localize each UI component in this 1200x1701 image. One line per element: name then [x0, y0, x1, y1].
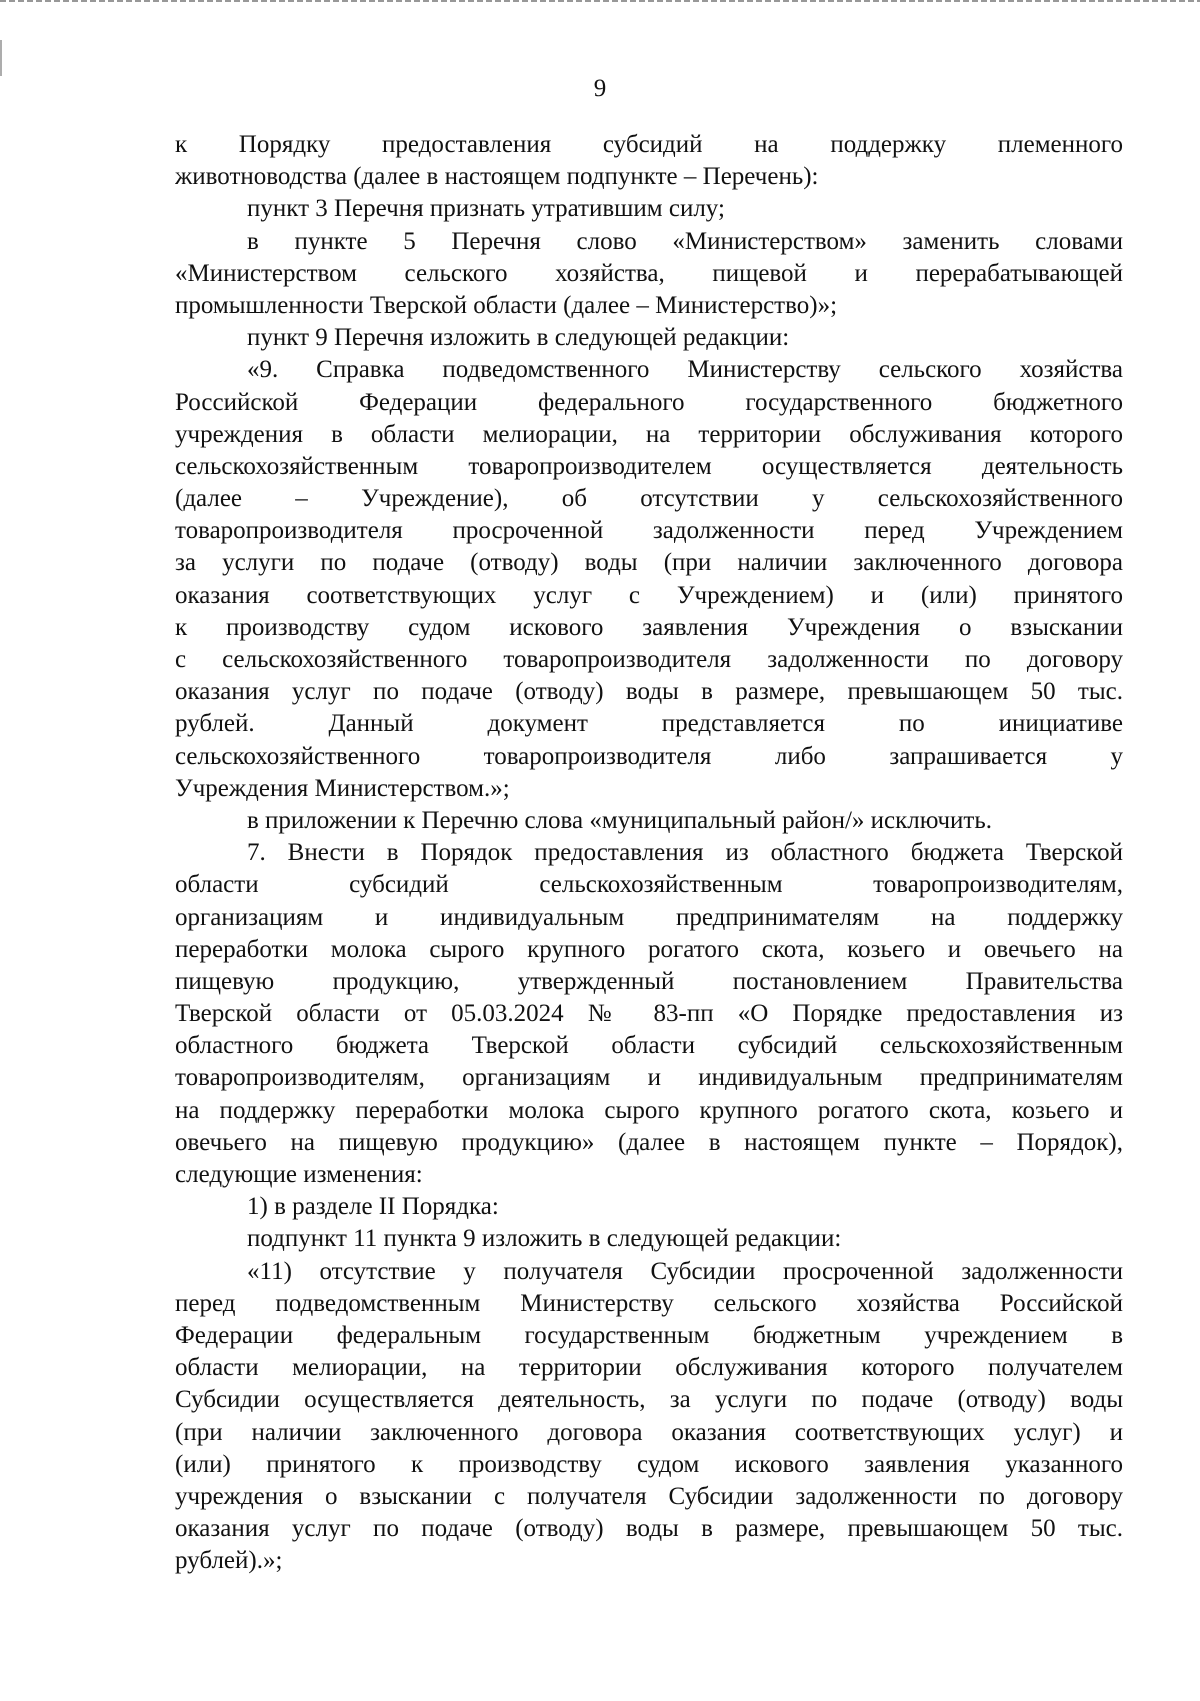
text-line: в пункте 5 Перечня слово «Министерством» заменить словами: [247, 227, 1123, 255]
text-line: оказания соответствующих услуг с Учреждением) и (или) принятого: [175, 581, 1123, 609]
text-line: (или) принятого к производству судом искового заявления указанного: [175, 1450, 1123, 1478]
text-line: учреждения о взыскании с получателя Субсидии задолженности по договору: [175, 1482, 1123, 1510]
text-line: области мелиорации, на территории обслуживания которого получателем: [175, 1354, 1123, 1382]
text-line: «11) отсутствие у получателя Субсидии просроченной задолженности: [247, 1257, 1123, 1285]
text-line: переработки молока сырого крупного рогатого скота, козьего и овечьего на: [175, 935, 1123, 963]
scan-top-border: [0, 0, 1200, 2]
text-line: товаропроизводителям, организациям и индивидуальным предпринимателям: [175, 1064, 1123, 1092]
text-line: рублей. Данный документ представляется по инициативе: [175, 710, 1123, 738]
text-line: Федерации федеральным государственным бюджетным учреждением в: [175, 1321, 1123, 1349]
text-line: овечьего на пищевую продукцию» (далее в настоящем пункте – Порядок),: [175, 1128, 1123, 1156]
text-line: к Порядку предоставления субсидий на поддержку племенного: [175, 131, 1123, 158]
text-line: организациям и индивидуальным предпринимателям на поддержку: [175, 903, 1123, 931]
text-line: сельскохозяйственного товаропроизводителя либо запрашивается у: [175, 742, 1123, 770]
text-line: Учреждения Министерством.»;: [175, 774, 510, 802]
text-line: за услуги по подаче (отводу) воды (при наличии заключенного договора: [175, 549, 1123, 577]
text-line: оказания услуг по подаче (отводу) воды в размере, превышающем 50 тыс.: [175, 678, 1123, 706]
text-line: Тверской области от 05.03.2024 № 83-пп «О Порядке предоставления из: [175, 1000, 1123, 1028]
text-line: области субсидий сельскохозяйственным товаропроизводителям,: [175, 871, 1123, 899]
text-line: следующие изменения:: [175, 1161, 423, 1188]
text-line: (при наличии заключенного договора оказания соответствующих услуг) и: [175, 1418, 1123, 1446]
text-line: перед подведомственным Министерству сельского хозяйства Российской: [175, 1289, 1123, 1317]
text-line: на поддержку переработки молока сырого крупного рогатого скота, козьего и: [175, 1096, 1123, 1124]
text-line: товаропроизводителя просроченной задолженности перед Учреждением: [175, 517, 1123, 545]
text-line: Российской Федерации федерального государственного бюджетного: [175, 388, 1123, 416]
text-line: Субсидии осуществляется деятельность, за услуги по подаче (отводу) воды: [175, 1386, 1123, 1414]
text-line: «9. Справка подведомственного Министерству сельского хозяйства: [247, 356, 1123, 384]
text-line: промышленности Тверской области (далее – Министерство)»;: [175, 291, 838, 319]
page-number: 9: [593, 75, 607, 102]
text-line: животноводства (далее в настоящем подпункте – Перечень):: [175, 163, 819, 191]
text-line: оказания услуг по подаче (отводу) воды в размере, превышающем 50 тыс.: [175, 1515, 1123, 1543]
text-line: с сельскохозяйственного товаропроизводителя задолженности по договору: [175, 646, 1123, 673]
text-line: «Министерством сельского хозяйства, пищевой и перерабатывающей: [175, 259, 1123, 287]
text-line: рублей).»;: [175, 1547, 283, 1575]
scan-left-mark: [0, 40, 2, 76]
text-line: пункт 3 Перечня признать утратившим силу;: [247, 195, 725, 223]
text-line: 7. Внести в Порядок предоставления из областного бюджета Тверской: [247, 839, 1123, 867]
text-line: пункт 9 Перечня изложить в следующей редакции:: [247, 324, 790, 352]
text-line: пищевую продукцию, утвержденный постановлением Правительства: [175, 967, 1123, 995]
text-line: областного бюджета Тверской области субсидий сельскохозяйственным: [175, 1032, 1123, 1060]
text-line: в приложении к Перечню слова «муниципальный район/» исключить.: [247, 806, 992, 834]
text-line: 1) в разделе II Порядка:: [247, 1193, 499, 1221]
text-line: учреждения в области мелиорации, на территории обслуживания которого: [175, 420, 1123, 448]
text-line: подпункт 11 пункта 9 изложить в следующей редакции:: [247, 1225, 842, 1253]
text-line: (далее – Учреждение), об отсутствии у сельскохозяйственного: [175, 485, 1123, 513]
text-line: сельскохозяйственным товаропроизводителем осуществляется деятельность: [175, 452, 1123, 480]
document-body: [175, 129, 1123, 1577]
text-line: к производству судом искового заявления Учреждения о взыскании: [175, 613, 1123, 641]
